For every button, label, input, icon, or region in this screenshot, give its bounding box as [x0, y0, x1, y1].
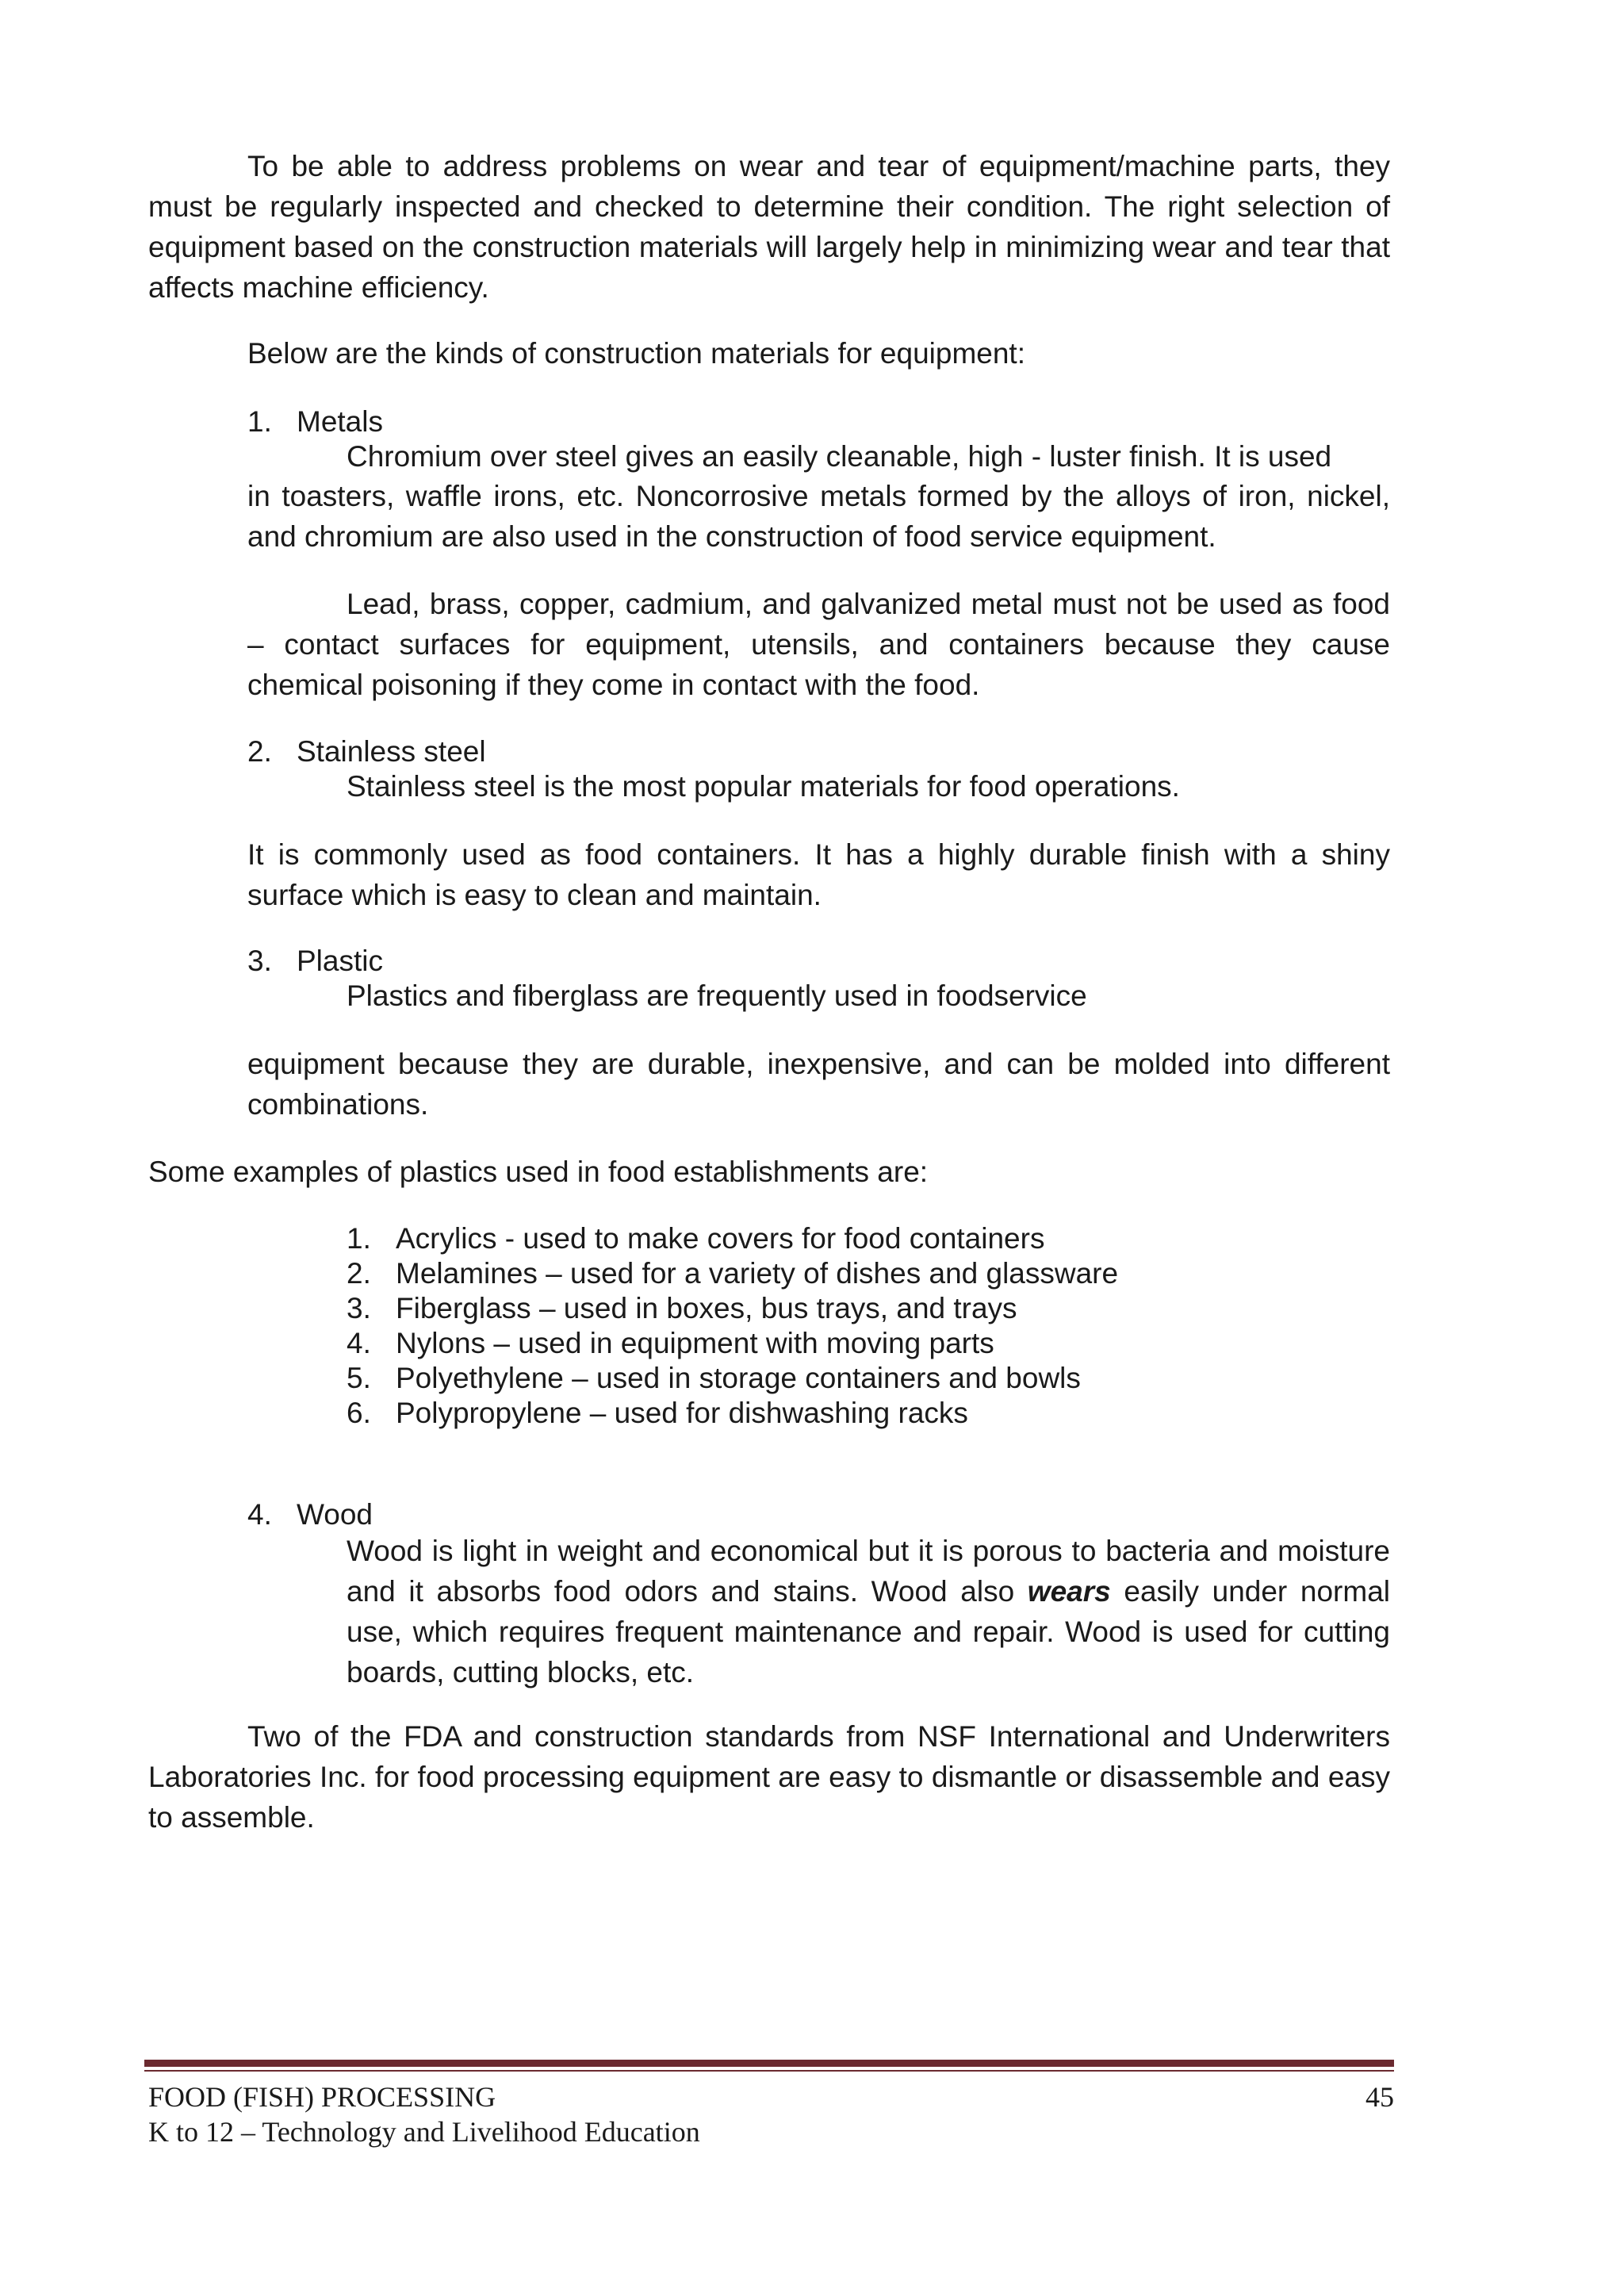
section-number: 4.: [247, 1498, 272, 1531]
plastic-line-1: Plastics and fiberglass are frequently used in foodservice: [347, 979, 1087, 1012]
section-title: Stainless steel: [297, 735, 486, 768]
stainless-paragraph-2: It is commonly used as food containers. It has a highly durable finish with a shiny surface which is easy to clean and maintain.: [247, 838, 1390, 911]
footer-rule-thin: [144, 2070, 1394, 2072]
list-item: [347, 1396, 1118, 1431]
section-number: 1.: [247, 405, 272, 438]
wood-text-after: easily under normal use, which requires frequent maintenance and repair. Wood is used for cutting boards, cutting blocks, etc.: [347, 1575, 1390, 1688]
footer-program: K to 12 – Technology and Livelihood Education: [148, 2116, 700, 2148]
list-item-number: 1.: [347, 1222, 371, 1255]
section-title: Plastic: [297, 945, 383, 977]
footer-page-number: 45: [1365, 2081, 1394, 2113]
list-item-number: 2.: [347, 1257, 371, 1290]
list-item-number: 4.: [347, 1327, 371, 1359]
list-item-text: Polyethylene – used in storage containers and bowls: [396, 1362, 1081, 1394]
list-item: [347, 1326, 1118, 1361]
wood-text-before: Wood is light in weight and economical but it is porous to bacteria and moisture and it absorbs food odors and stains. Wood also: [347, 1535, 1390, 1608]
list-item-text: Nylons – used in equipment with moving parts: [396, 1327, 994, 1359]
section-number: 2.: [247, 735, 272, 768]
list-item: [347, 1361, 1118, 1396]
metals-paragraph-1-first-line: Chromium over steel gives an easily cleanable, high - luster finish. It is used: [347, 440, 1332, 473]
footer-rule: [144, 2060, 1394, 2067]
list-item-text: Acrylics - used to make covers for food containers: [396, 1222, 1045, 1255]
list-item-text: Melamines – used for a variety of dishes and glassware: [396, 1257, 1119, 1290]
materials-lead: Below are the kinds of construction materials for equipment:: [247, 337, 1025, 370]
plastics-examples-list: [347, 1221, 1118, 1431]
section-stainless-heading: [247, 734, 486, 769]
wood-emphasis-wears: wears: [1027, 1575, 1111, 1608]
section-title: Wood: [297, 1498, 373, 1531]
list-item: [347, 1291, 1118, 1326]
section-plastic-heading: [247, 944, 383, 979]
closing-paragraph: Two of the FDA and construction standards from NSF International and Underwriters Laboratories Inc. for food processing equipment are easy to dismantle or disassemble and easy to assemble.: [148, 1720, 1390, 1834]
section-title: Metals: [297, 405, 383, 438]
metals-paragraph-1-rest: in toasters, waffle irons, etc. Noncorrosive metals formed by the alloys of iron, nickel, and chromium are also used in the construction of food service equipment.: [247, 480, 1390, 553]
list-item-number: 6.: [347, 1397, 371, 1429]
plastics-examples-lead: Some examples of plastics used in food establishments are:: [148, 1156, 929, 1188]
section-metals-heading: [247, 404, 383, 439]
section-wood-heading: [247, 1497, 373, 1532]
plastic-paragraph-2: equipment because they are durable, inexpensive, and can be molded into different combinations.: [247, 1048, 1390, 1121]
list-item-text: Fiberglass – used in boxes, bus trays, and trays: [396, 1292, 1017, 1324]
section-number: 3.: [247, 945, 272, 977]
list-item: [347, 1256, 1118, 1291]
list-item-text: Polypropylene – used for dishwashing racks: [396, 1397, 968, 1429]
stainless-line-1: Stainless steel is the most popular materials for food operations.: [347, 770, 1180, 803]
intro-paragraph: To be able to address problems on wear and tear of equipment/machine parts, they must be regularly inspected and checked to determine their condition. The right selection of equipment based on the construction materials will largely help in minimizing wear and tear that affects machine efficiency.: [148, 150, 1390, 304]
wood-paragraph: [347, 1531, 1390, 1692]
list-item-number: 5.: [347, 1362, 371, 1394]
list-item: [347, 1221, 1118, 1256]
footer-subject: FOOD (FISH) PROCESSING: [148, 2081, 496, 2113]
list-item-number: 3.: [347, 1292, 371, 1324]
metals-paragraph-2: Lead, brass, copper, cadmium, and galvanized metal must not be used as food – contact surfaces for equipment, utensils, and containers because they cause chemical poisoning if they come in contact with the food.: [247, 588, 1390, 701]
